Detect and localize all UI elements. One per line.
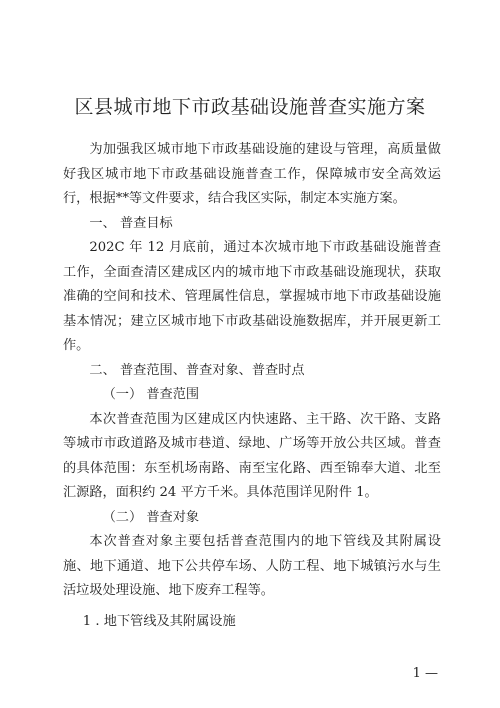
section-2-2-paragraph: 本次普查对象主要包括普查范围内的地下管线及其附属设施、地下通道、地下公共停车场、人防工程、地下城镇污水与生活垃圾处理设施、地下废弃工程等。 — [63, 534, 441, 598]
section-2-2-heading: （二） 普查对象 — [102, 509, 200, 525]
section-2-1-heading: （一） 普查范围 — [102, 387, 200, 402]
list-item-1: 1 . 地下管线及其附属设施 — [82, 613, 236, 629]
section-2-1-paragraph: 本次普查范围为区建成区内快速路、主干路、次干路、支路等城市市政道路及城市巷道、绿地、广场等开放公共区域。普查的具体范围：东至机场南路、南至宝化路、西至锦奉大道、北至汇源路，面积约 24 平方千米。具体范围详见附件 1。 — [63, 411, 441, 500]
document-body — [63, 138, 441, 634]
document-title: 区县城市地下市政基础设施普查实施方案 — [74, 96, 426, 118]
section-1-paragraph: 202C 年 12 月底前，通过本次城市地下市政基础设施普查工作，全面查清区建成区内的城市地下市政基础设施现状，获取准确的空间和技术、管理属性信息，掌握城市地下市政基础设施基本情况；建立区城市地下市政基础设施数据库，并开展更新工作。 — [63, 240, 441, 353]
section-1-heading: 一、 普查目标 — [89, 215, 173, 231]
page-number: 1 — — [412, 666, 438, 681]
intro-paragraph: 为加强我区城市地下市政基础设施的建设与管理，高质量做好我区城市地下市政基础设施普查工作，保障城市安全高效运行，根据**等文件要求，结合我区实际，制定本实施方案。 — [63, 142, 441, 206]
section-2-heading: 二、 普查范围、普查对象、普查时点 — [89, 362, 305, 378]
